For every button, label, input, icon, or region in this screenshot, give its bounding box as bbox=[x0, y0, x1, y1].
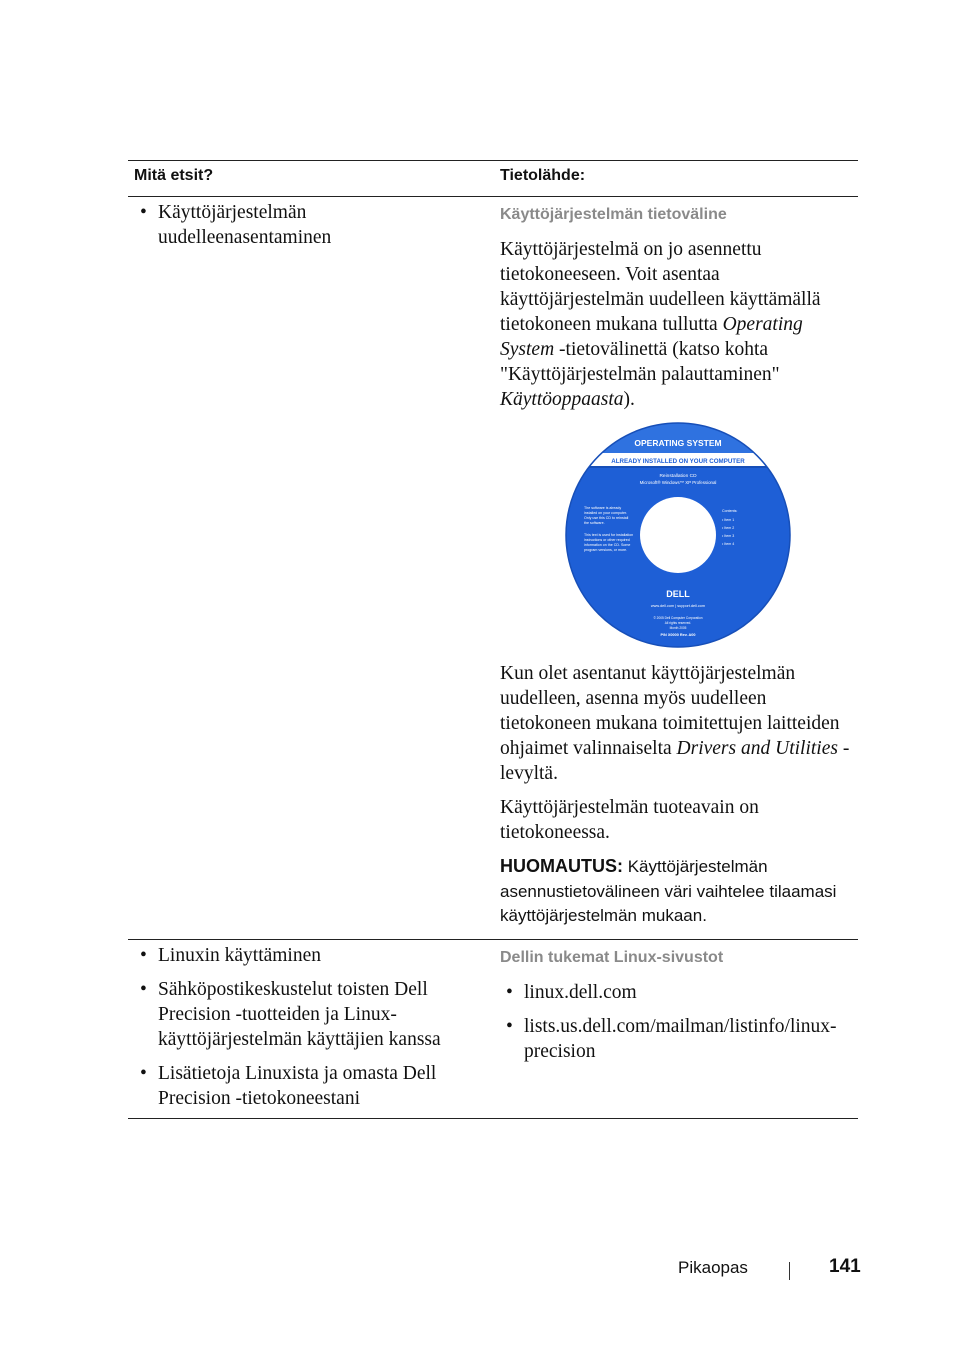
text-span: -tietovälinettä (katso kohta "Käyttöjärjestelmän palauttaminen" bbox=[500, 339, 780, 385]
row1-paragraph-1 bbox=[500, 237, 858, 412]
header-rule bbox=[128, 196, 858, 197]
cd-small-0: © 2005 Dell Computer Corporation bbox=[653, 616, 703, 620]
list-item: • Käyttöjärjestelmän uudelleenasentaminen bbox=[134, 200, 474, 250]
cd-right-text-3: • Item 3 bbox=[722, 534, 735, 538]
cd-subtitle: ALREADY INSTALLED ON YOUR COMPUTER bbox=[611, 458, 745, 465]
cd-title: OPERATING SYSTEM bbox=[634, 438, 722, 448]
footer-title: Pikaopas bbox=[678, 1258, 748, 1277]
cd-left-text-3: the software. bbox=[584, 521, 605, 525]
cd-left-text-5: This text is used for installation bbox=[584, 533, 634, 537]
footer-separator bbox=[789, 1262, 790, 1280]
row1-paragraph-3: Käyttöjärjestelmän tuoteavain on tietokoneessa. bbox=[500, 797, 759, 843]
cd-url: www.dell.com | support.dell.com bbox=[650, 604, 706, 608]
cd-small-1: All rights reserved. bbox=[664, 621, 692, 625]
link-item: • linux.dell.com bbox=[500, 980, 858, 1005]
italic-title: Operating System bbox=[500, 314, 803, 360]
list-item: • Sähköpostikeskustelut toisten Dell Precision -tuotteiden ja Linux-käyttöjärjestelmän käyttäjien kanssa bbox=[134, 977, 474, 1052]
row1-left bbox=[134, 200, 474, 259]
list-item: • Lisätietoja Linuxista ja omasta Dell Precision -tietokoneestani bbox=[134, 1061, 474, 1111]
dell-logo: DELL bbox=[666, 589, 690, 599]
table-bottom-rule bbox=[128, 1118, 858, 1119]
cd-left-text-1: installed on your computer. bbox=[584, 511, 627, 515]
cd-right-text-2: • Item 2 bbox=[722, 526, 735, 530]
cd-line-1: Reinstallation CD bbox=[659, 474, 697, 479]
cd-line-2: Microsoft® Windows™ XP Professional bbox=[639, 480, 717, 485]
cd-left-text-8: program versions, or more. bbox=[584, 548, 628, 552]
cd-right-text-4: • Item 4 bbox=[722, 542, 735, 546]
note-label: HUOMAUTUS: bbox=[500, 856, 623, 876]
row-separator-rule bbox=[128, 939, 858, 940]
text-span: Kun olet asentanut käyttöjärjestelmän uudelleen, asenna myös uudelleen tietokoneen mukana toimitettujen laitteiden ohjaimet valinnaiselta bbox=[500, 663, 840, 759]
text-span: ). bbox=[623, 389, 635, 410]
cd-left-text-2: Only use this CD to reinstall bbox=[584, 516, 629, 520]
page-number: 141 bbox=[829, 1256, 861, 1277]
italic-title: Käyttöoppaasta bbox=[500, 389, 624, 410]
row1-subhead: Käyttöjärjestelmän tietoväline bbox=[500, 206, 727, 223]
cd-center-hole bbox=[640, 497, 716, 573]
cd-right-text-1: • Item 1 bbox=[722, 518, 735, 522]
link-item: • lists.us.dell.com/mailman/listinfo/linux-precision bbox=[500, 1014, 858, 1064]
row1-right bbox=[500, 202, 858, 929]
text-span: -levyltä. bbox=[500, 738, 850, 784]
cd-right-text-0: Contents: bbox=[722, 509, 738, 513]
cd-left-text-7: information on the CD. Some bbox=[584, 543, 631, 547]
table-top-rule bbox=[128, 160, 858, 161]
header-left: Mitä etsit? bbox=[134, 167, 214, 184]
note-text: Käyttöjärjestelmän asennustietovälineen väri vaihtelee tilaamasi käyttöjärjestelmän mukaan. bbox=[500, 857, 837, 925]
cd-band-line bbox=[560, 466, 800, 468]
row2-left bbox=[134, 943, 474, 1120]
italic-title: Drivers and Utilities bbox=[676, 738, 838, 759]
cd-left-text-0: The software is already bbox=[584, 506, 622, 510]
note-block bbox=[500, 854, 858, 929]
text-span: Käyttöjärjestelmä on jo asennettu tietokoneeseen. Voit asentaa käyttöjärjestelmän uudelleen käyttämällä tietokoneen mukana tullutta bbox=[500, 239, 821, 335]
row2-right bbox=[500, 945, 858, 1073]
cd-image bbox=[500, 421, 858, 651]
cd-left-text-6: instructions or other required bbox=[584, 538, 630, 542]
list-item: • Linuxin käyttäminen bbox=[134, 943, 474, 968]
header-right: Tietolähde: bbox=[500, 167, 586, 184]
cd-part-number: P/N X0000 Rev. A00 bbox=[660, 633, 696, 637]
row1-paragraph-2 bbox=[500, 661, 858, 786]
cd-small-2: Month 2005 bbox=[669, 626, 687, 630]
row2-subhead: Dellin tukemat Linux-sivustot bbox=[500, 949, 724, 966]
cd-disc-illustration bbox=[500, 421, 858, 651]
